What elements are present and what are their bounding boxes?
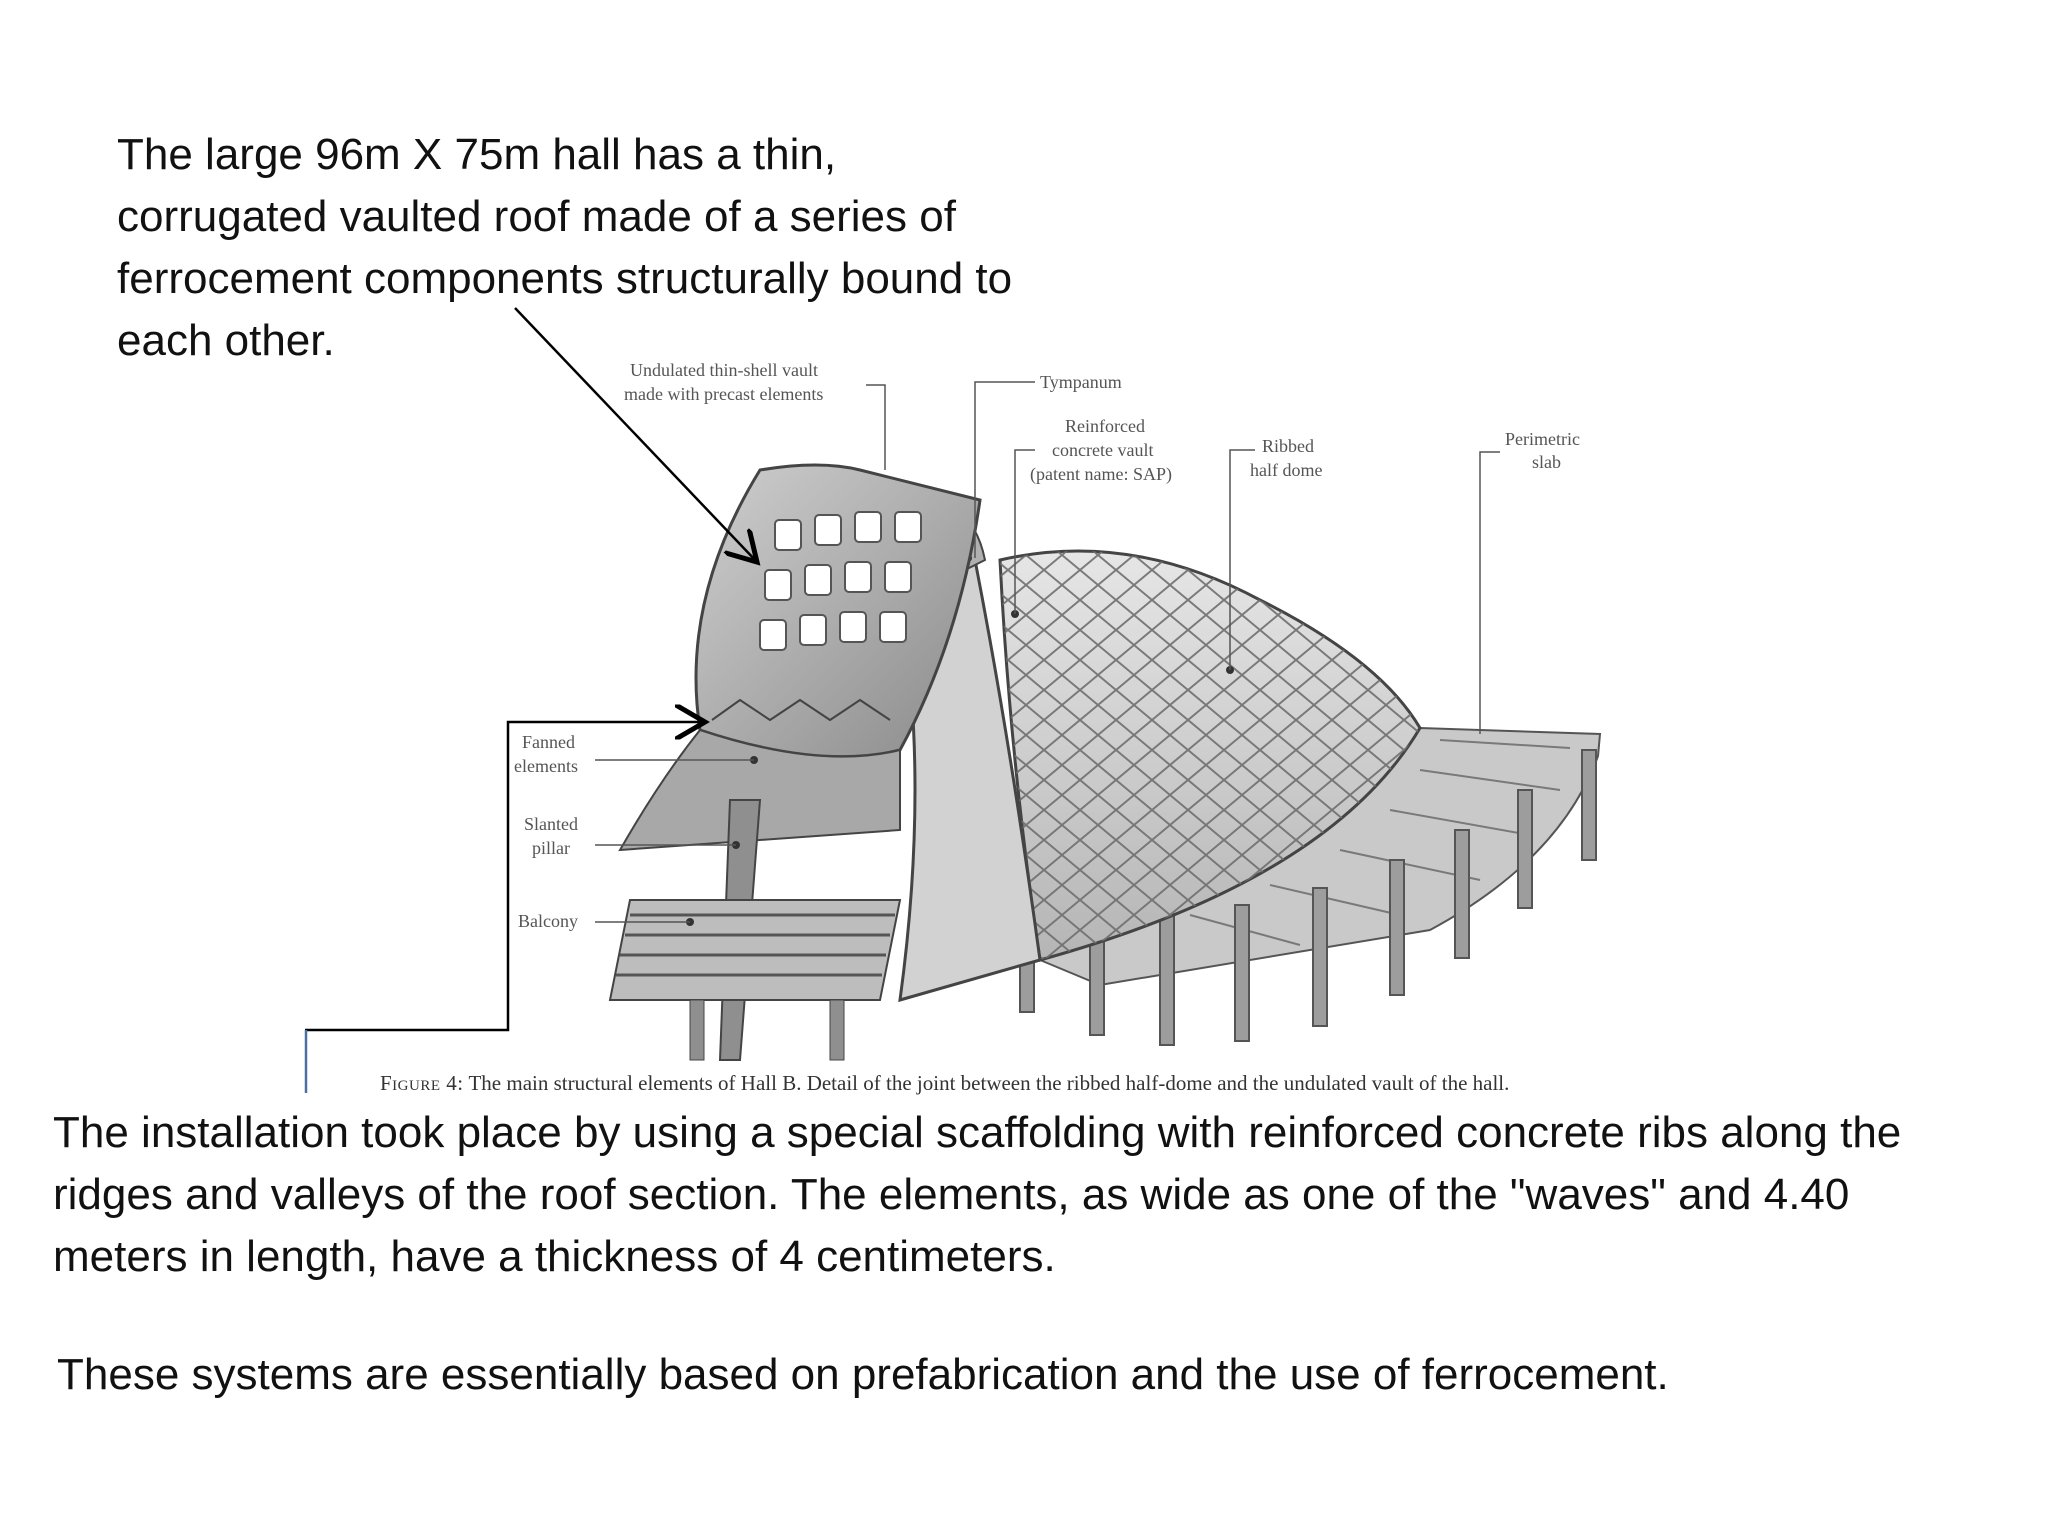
caption-text: The main structural elements of Hall B. Detail of the joint between the ribbed half-dome and the undulated vault of the hall.	[463, 1071, 1510, 1095]
balcony	[610, 900, 900, 1060]
label-slanted-1: Slanted	[524, 814, 578, 834]
label-tympanum: Tympanum	[1040, 372, 1122, 392]
label-concrete-vault-1: Reinforced	[1065, 416, 1145, 436]
figure-caption	[380, 1071, 1509, 1096]
label-ribbed-1: Ribbed	[1262, 436, 1314, 456]
label-vault-2: made with precast elements	[624, 384, 824, 404]
label-fanned-2: elements	[514, 756, 578, 776]
caption-prefix: Figure 4:	[380, 1071, 464, 1095]
label-perimetric-1: Perimetric	[1505, 429, 1580, 449]
label-ribbed-2: half dome	[1250, 460, 1323, 480]
label-perimetric-2: slab	[1532, 452, 1561, 472]
closing-paragraph: These systems are essentially based on prefabrication and the use of ferrocement.	[57, 1350, 1669, 1399]
body-paragraph: The installation took place by using a special scaffolding with reinforced concrete ribs along the ridges and valleys of the roof section. The elements, as wide as one of the "waves" and 4.40 meters in length, have a thickness of 4 centimeters.	[53, 1108, 1902, 1281]
label-concrete-vault-2: concrete vault	[1052, 440, 1154, 460]
annotation-arrow-diagonal	[515, 308, 757, 562]
intro-paragraph: The large 96m X 75m hall has a thin, corrugated vaulted roof made of a series of ferrocement components structurally bound to each other.	[117, 130, 1013, 365]
label-slanted-2: pillar	[532, 838, 570, 858]
label-concrete-vault-3: (patent name: SAP)	[1030, 464, 1172, 484]
label-fanned-1: Fanned	[522, 732, 575, 752]
label-balcony: Balcony	[518, 911, 578, 931]
label-vault-1: Undulated thin-shell vault	[630, 360, 818, 380]
